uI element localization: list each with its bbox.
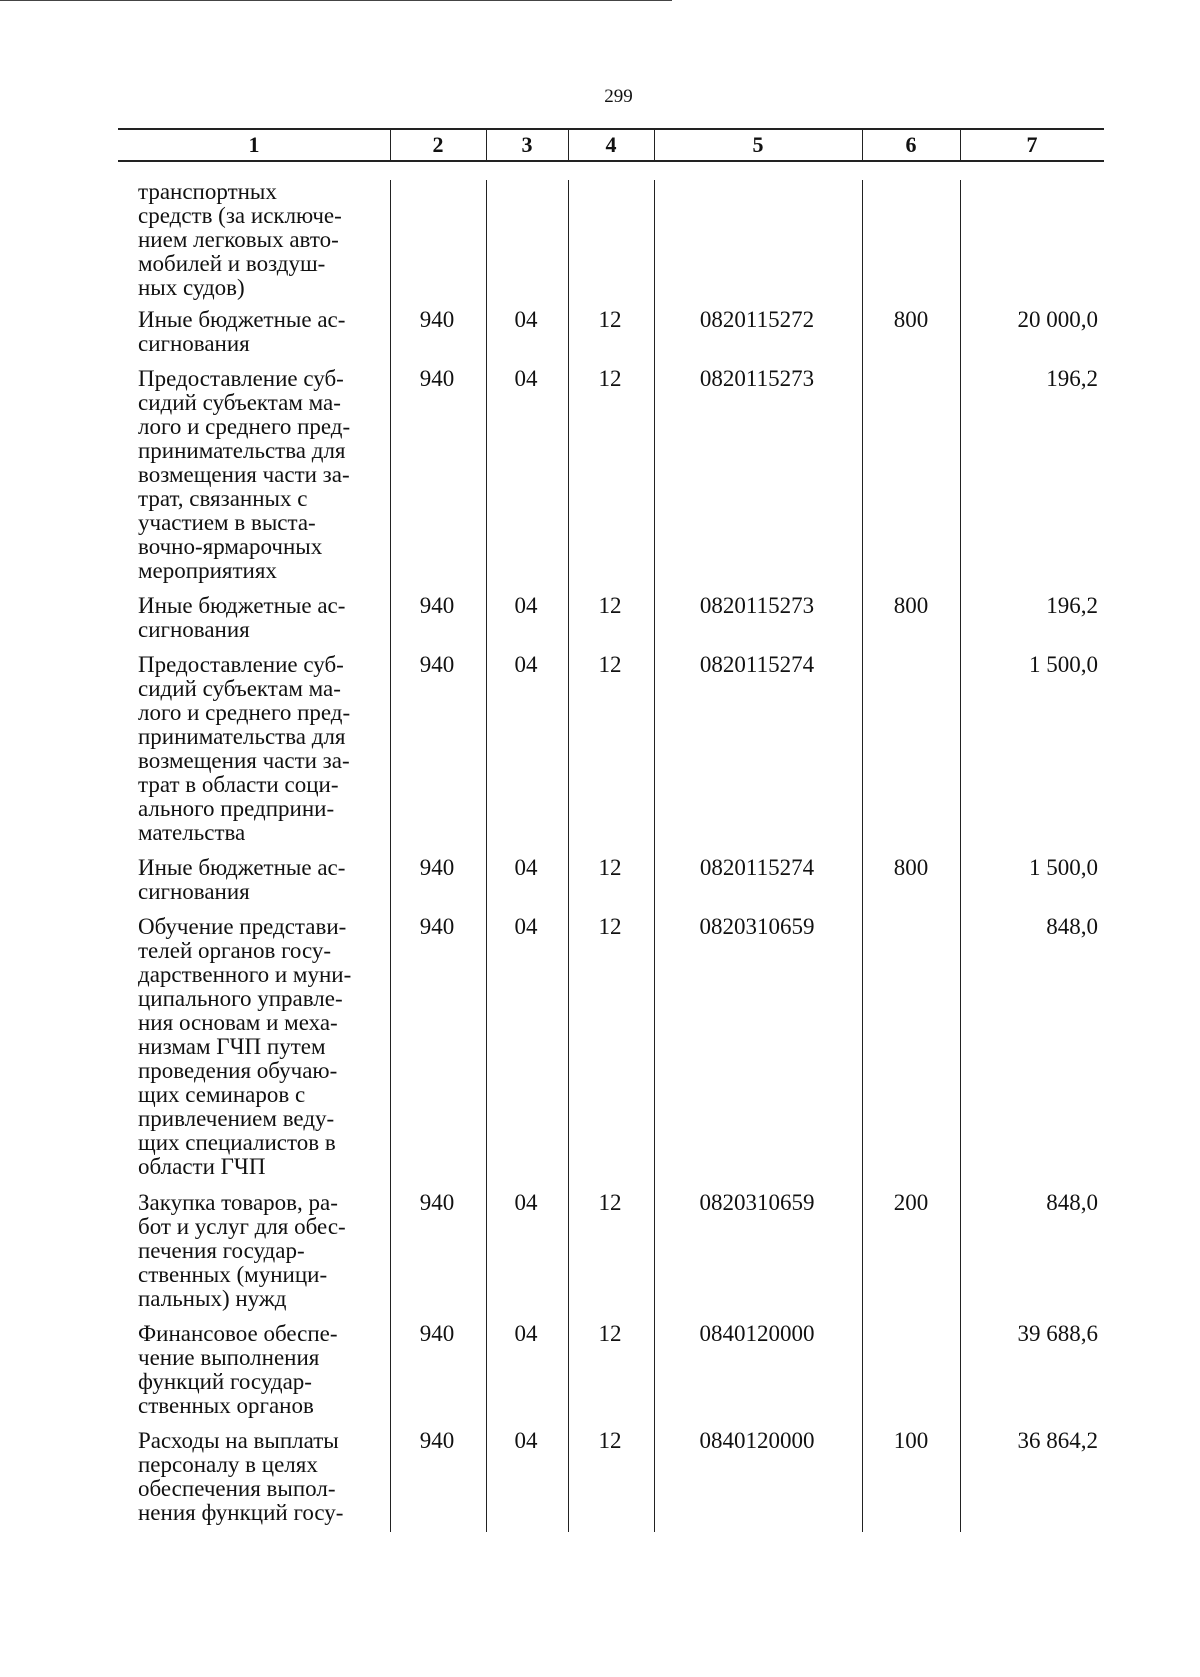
description-line: Закупка товаров, ра- xyxy=(138,1190,338,1215)
cell-subsection: 12 xyxy=(598,1321,622,1346)
description-line: сигнования xyxy=(138,879,250,904)
header-divider xyxy=(654,130,655,160)
cell-expense-type: 100 xyxy=(893,1428,929,1453)
cell-expense-type: 800 xyxy=(893,307,929,332)
description-line: телей органов госу- xyxy=(138,938,332,963)
description-line: обеспечения выпол- xyxy=(138,1476,336,1501)
cell-subsection: 12 xyxy=(598,652,622,677)
description-line: вочно-ярмарочных xyxy=(138,534,323,559)
cell-expense-type: 800 xyxy=(893,593,929,618)
description-line: участием в выста- xyxy=(138,510,316,535)
row-description xyxy=(138,367,378,583)
description-line: Иные бюджетные ас- xyxy=(138,307,346,332)
cell-target-article: 0840120000 xyxy=(699,1321,815,1346)
header-col-4: 4 xyxy=(605,132,617,157)
cell-amount: 20 000,0 xyxy=(1017,307,1098,332)
description-line: Финансовое обеспе- xyxy=(138,1321,338,1346)
description-line: Предоставление суб- xyxy=(138,366,344,391)
row-description xyxy=(138,653,378,845)
description-line: Расходы на выплаты xyxy=(138,1428,339,1453)
cell-target-article: 0840120000 xyxy=(699,1428,815,1453)
description-line: ственных органов xyxy=(138,1393,314,1418)
cell-section: 04 xyxy=(514,593,538,618)
cell-section: 04 xyxy=(514,1428,538,1453)
cell-expense-type: 800 xyxy=(893,855,929,880)
cell-target-article: 0820115274 xyxy=(699,855,815,880)
cell-target-article: 0820310659 xyxy=(699,1190,815,1215)
description-line: бот и услуг для обес- xyxy=(138,1214,346,1239)
description-line: мательства xyxy=(138,820,246,845)
cell-agency-code: 940 xyxy=(419,1321,455,1346)
cell-agency-code: 940 xyxy=(419,1190,455,1215)
row-description xyxy=(138,1322,378,1418)
header-divider xyxy=(486,130,487,160)
description-line: принимательства для xyxy=(138,438,346,463)
top-edge-rule xyxy=(0,0,672,1)
description-line: области ГЧП xyxy=(138,1154,266,1179)
description-line: функций государ- xyxy=(138,1369,312,1394)
description-line: Предоставление суб- xyxy=(138,652,344,677)
description-line: ального предприни- xyxy=(138,796,335,821)
header-col-1: 1 xyxy=(248,132,260,157)
description-line: нием легковых авто- xyxy=(138,227,339,252)
description-line: чение выполнения xyxy=(138,1345,320,1370)
cell-amount: 1 500,0 xyxy=(1029,855,1098,880)
row-description xyxy=(138,915,378,1179)
cell-subsection: 12 xyxy=(598,1428,622,1453)
header-col-7: 7 xyxy=(1026,132,1038,157)
cell-amount: 196,2 xyxy=(1046,366,1098,391)
description-line: проведения обучаю- xyxy=(138,1058,338,1083)
description-line: ственных (муници- xyxy=(138,1262,328,1287)
cell-subsection: 12 xyxy=(598,914,622,939)
column-divider xyxy=(862,180,863,1532)
cell-agency-code: 940 xyxy=(419,914,455,939)
header-divider xyxy=(390,130,391,160)
table-header xyxy=(118,128,1104,162)
description-line: низмам ГЧП путем xyxy=(138,1034,326,1059)
description-line: ния основам и меха- xyxy=(138,1010,338,1035)
row-description xyxy=(138,308,378,356)
description-line: средств (за исключе- xyxy=(138,203,342,228)
cell-subsection: 12 xyxy=(598,1190,622,1215)
cell-agency-code: 940 xyxy=(419,593,455,618)
cell-amount: 39 688,6 xyxy=(1017,1321,1098,1346)
description-line: печения государ- xyxy=(138,1238,305,1263)
cell-expense-type: 200 xyxy=(893,1190,929,1215)
header-col-6: 6 xyxy=(905,132,917,157)
cell-subsection: 12 xyxy=(598,307,622,332)
cell-section: 04 xyxy=(514,1190,538,1215)
description-line: дарственного и муни- xyxy=(138,962,352,987)
cell-section: 04 xyxy=(514,914,538,939)
header-divider xyxy=(960,130,961,160)
cell-target-article: 0820115273 xyxy=(699,366,815,391)
cell-amount: 36 864,2 xyxy=(1017,1428,1098,1453)
cell-subsection: 12 xyxy=(598,366,622,391)
description-line: щих семинаров с xyxy=(138,1082,306,1107)
row-description xyxy=(138,1429,378,1525)
cell-section: 04 xyxy=(514,307,538,332)
cell-amount: 1 500,0 xyxy=(1029,652,1098,677)
description-line: лого и среднего пред- xyxy=(138,700,351,725)
description-line: трат, связанных с xyxy=(138,486,308,511)
row-description xyxy=(138,180,378,300)
cell-amount: 196,2 xyxy=(1046,593,1098,618)
description-line: сидий субъектам ма- xyxy=(138,390,341,415)
description-line: сигнования xyxy=(138,331,250,356)
description-line: мобилей и воздуш- xyxy=(138,251,326,276)
header-divider xyxy=(568,130,569,160)
row-description xyxy=(138,1191,378,1311)
cell-agency-code: 940 xyxy=(419,855,455,880)
cell-subsection: 12 xyxy=(598,593,622,618)
cell-target-article: 0820115274 xyxy=(699,652,815,677)
cell-section: 04 xyxy=(514,652,538,677)
page-number: 299 xyxy=(604,86,633,107)
cell-agency-code: 940 xyxy=(419,366,455,391)
cell-target-article: 0820115272 xyxy=(699,307,815,332)
header-divider xyxy=(862,130,863,160)
description-line: привлечением веду- xyxy=(138,1106,335,1131)
cell-target-article: 0820310659 xyxy=(699,914,815,939)
description-line: трат в области соци- xyxy=(138,772,339,797)
description-line: нения функций госу- xyxy=(138,1500,344,1525)
row-description xyxy=(138,594,378,642)
cell-agency-code: 940 xyxy=(419,1428,455,1453)
description-line: возмещения части за- xyxy=(138,462,350,487)
description-line: лого и среднего пред- xyxy=(138,414,351,439)
description-line: сидий субъектам ма- xyxy=(138,676,341,701)
header-col-3: 3 xyxy=(521,132,533,157)
cell-amount: 848,0 xyxy=(1046,914,1098,939)
header-col-2: 2 xyxy=(432,132,444,157)
cell-agency-code: 940 xyxy=(419,307,455,332)
cell-section: 04 xyxy=(514,1321,538,1346)
header-col-5: 5 xyxy=(752,132,764,157)
cell-section: 04 xyxy=(514,855,538,880)
description-line: ципального управле- xyxy=(138,986,343,1011)
description-line: пальных) нужд xyxy=(138,1286,287,1311)
cell-agency-code: 940 xyxy=(419,652,455,677)
cell-subsection: 12 xyxy=(598,855,622,880)
description-line: сигнования xyxy=(138,617,250,642)
description-line: транспортных xyxy=(138,179,277,204)
description-line: Иные бюджетные ас- xyxy=(138,855,346,880)
description-line: возмещения части за- xyxy=(138,748,350,773)
row-description xyxy=(138,856,378,904)
description-line: Иные бюджетные ас- xyxy=(138,593,346,618)
description-line: щих специалистов в xyxy=(138,1130,336,1155)
description-line: мероприятиях xyxy=(138,558,277,583)
cell-section: 04 xyxy=(514,366,538,391)
description-line: Обучение представи- xyxy=(138,914,347,939)
cell-amount: 848,0 xyxy=(1046,1190,1098,1215)
description-line: ных судов) xyxy=(138,275,245,300)
cell-target-article: 0820115273 xyxy=(699,593,815,618)
description-line: принимательства для xyxy=(138,724,346,749)
description-line: персоналу в целях xyxy=(138,1452,318,1477)
